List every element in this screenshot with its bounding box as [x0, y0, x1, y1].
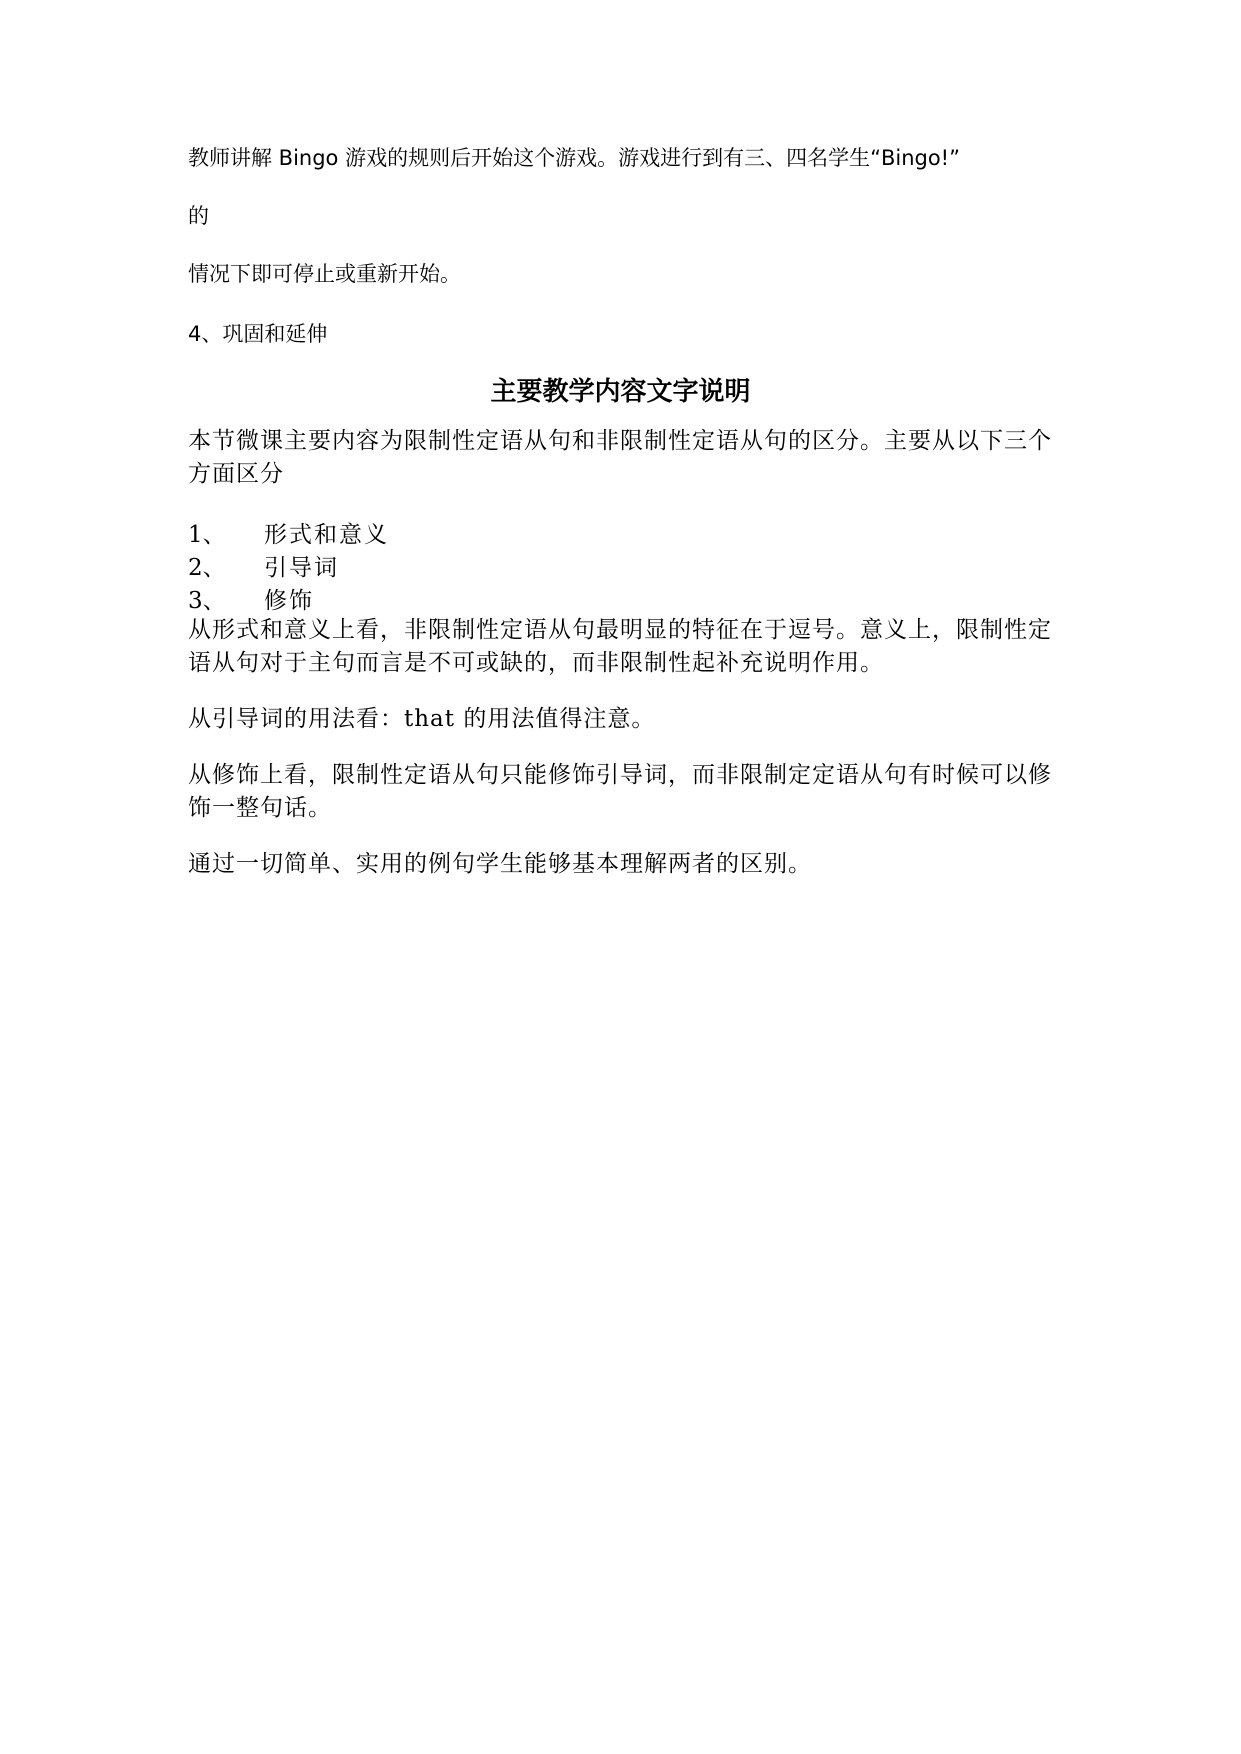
conclusion-paragraph: 通过一切简单、实用的例句学生能够基本理解两者的区别。 [188, 851, 812, 877]
section-title: 主要教学内容文字说明 [490, 377, 751, 407]
intro-line-1: 教师讲解 Bingo 游戏的规则后开始这个游戏。游戏进行到有三、四名学生“Bingo!” [188, 146, 960, 170]
list-item-text: 引导词 [264, 555, 339, 581]
list-item-text: 修饰 [264, 588, 314, 614]
summary-paragraph: 本节微课主要内容为限制性定语从句和非限制性定语从句的区分。主要从以下三个方面区分 [188, 428, 1052, 487]
list-item-number: 3、 [188, 588, 226, 614]
list-item-number: 2、 [188, 555, 226, 581]
form-meaning-paragraph: 从形式和意义上看，非限制性定语从句最明显的特征在于逗号。意义上，限制性定语从句对于主句而言是不可或缺的，而非限制性起补充说明作用。 [188, 617, 1052, 676]
list-item-text: 形式和意义 [264, 522, 389, 548]
relative-word-paragraph: 从引导词的用法看：that 的用法值得注意。 [188, 706, 656, 732]
list-item-number: 1、 [188, 522, 226, 548]
intro-line-1-tail: 的 [188, 204, 209, 228]
modification-paragraph: 从修饰上看，限制性定语从句只能修饰引导词，而非限制定定语从句有时候可以修饰一整句话。 [188, 762, 1052, 821]
intro-line-2: 情况下即可停止或重新开始。 [188, 262, 461, 286]
step-4-heading: 4、巩固和延伸 [188, 322, 328, 346]
